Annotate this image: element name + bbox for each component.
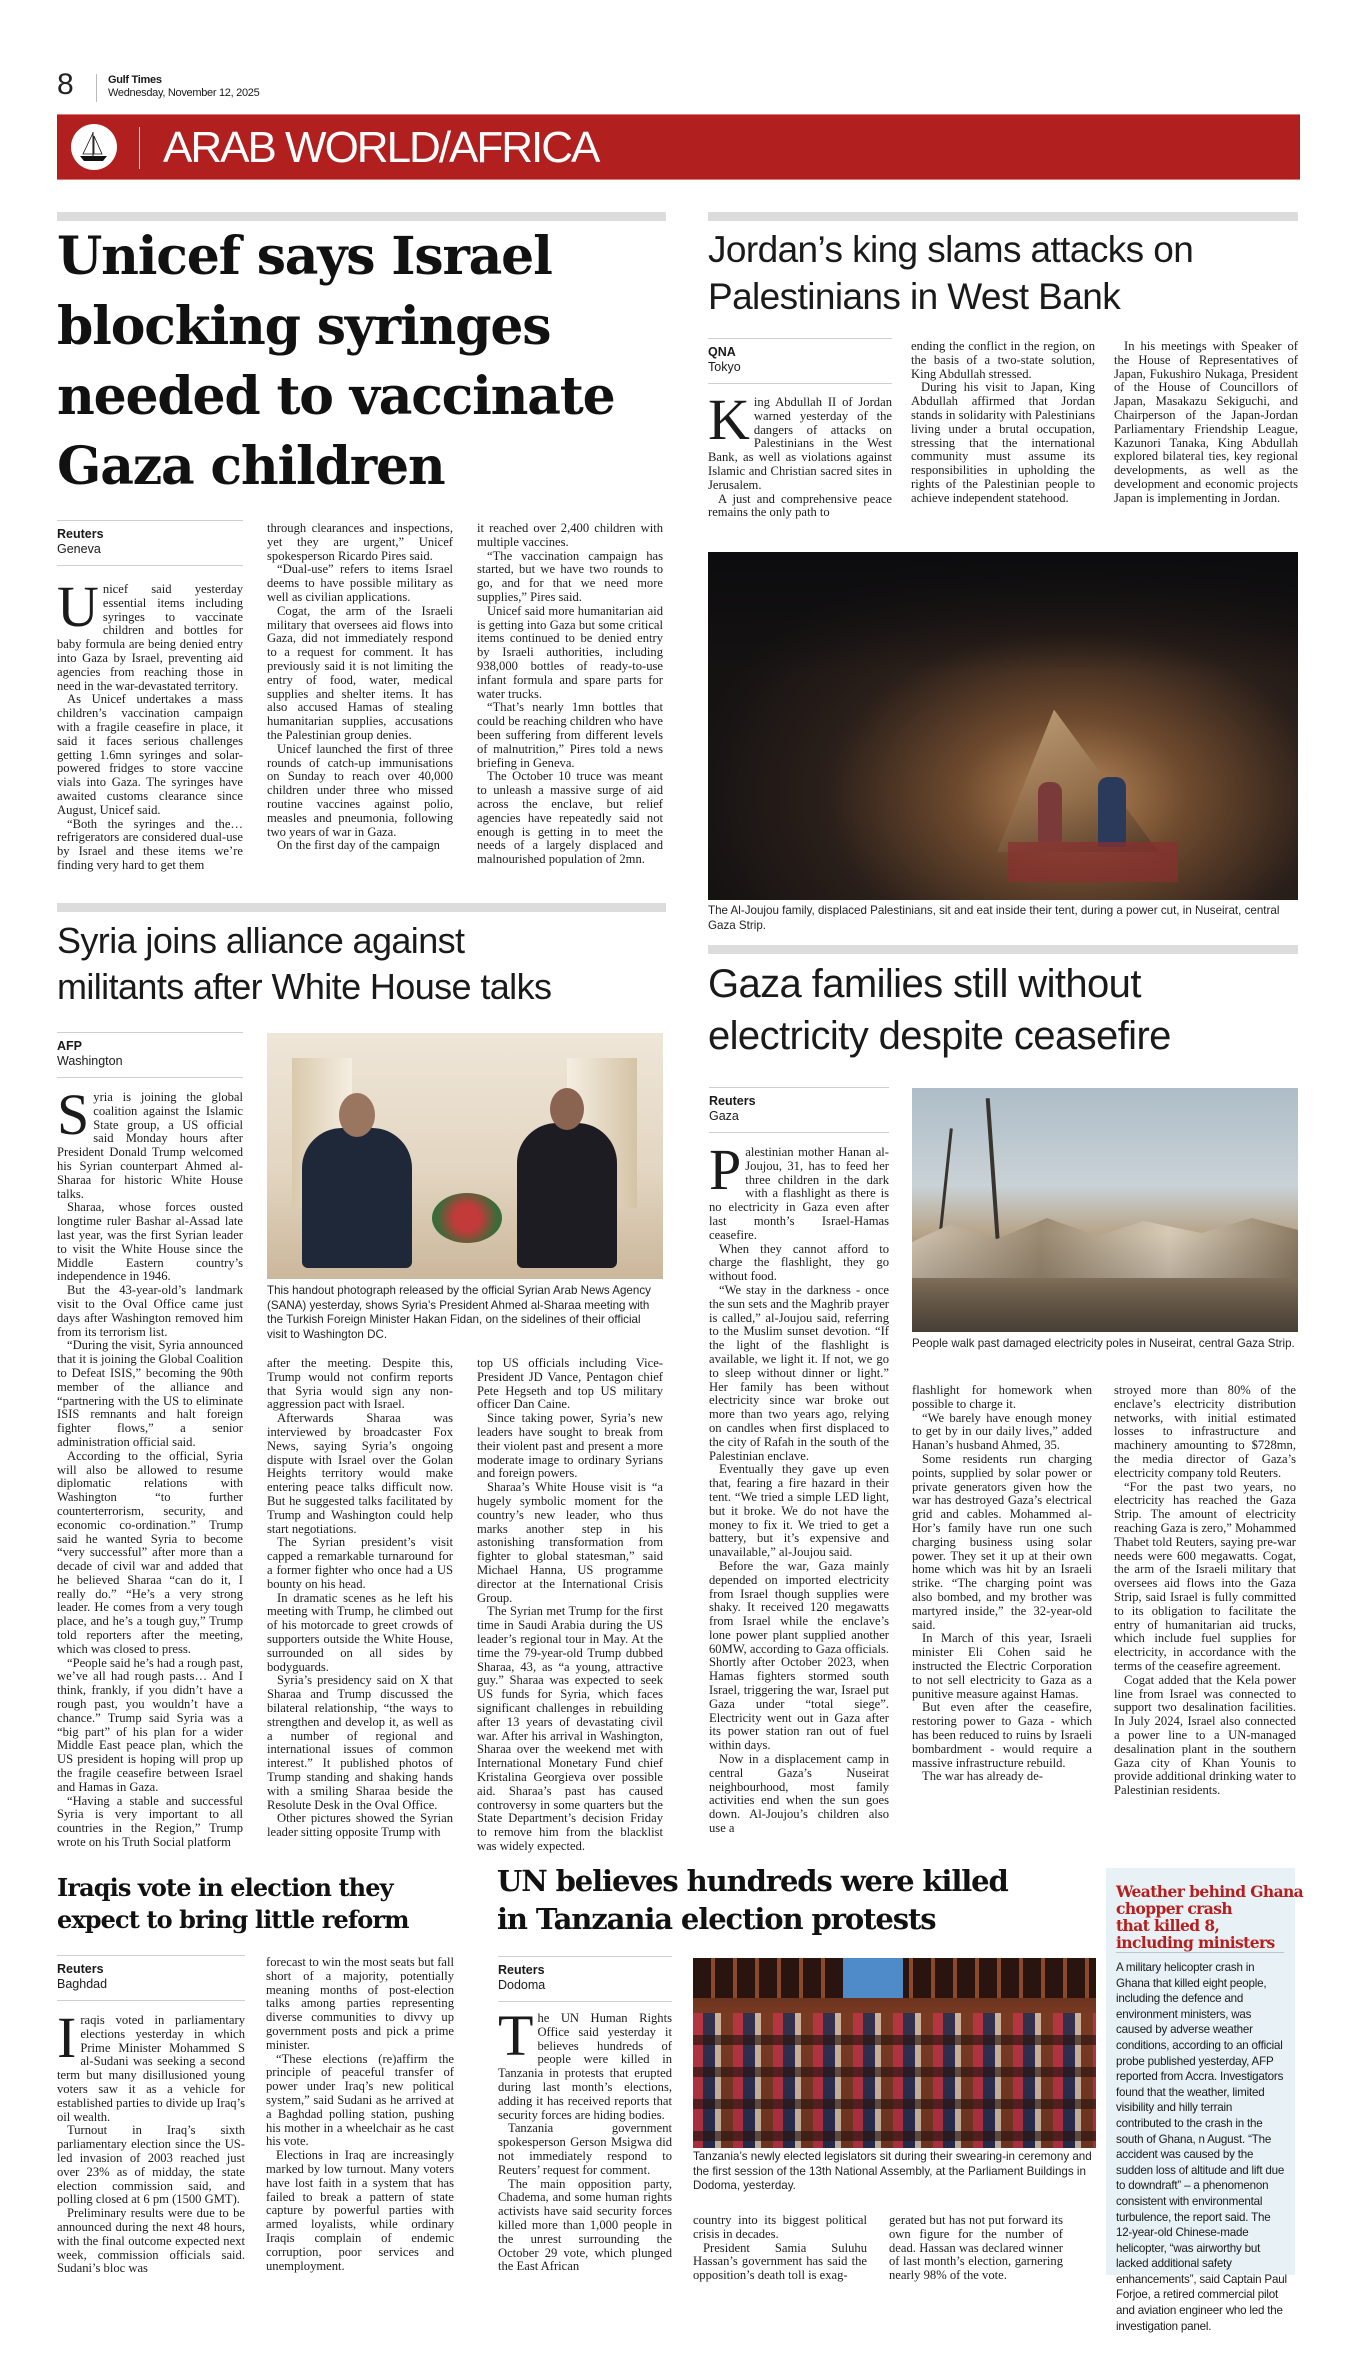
paragraph: Now in a displacement camp in central Gaza’s Nuseirat neighbourhood, most family activities end when the sun goes down. Al-Joujou’s children also use a bbox=[709, 1752, 889, 1836]
paragraph: gerated but has not put forward its own figure for the number of dead. Hassan was declared winner of last month’s election, garnering nearly 98% of the vote. bbox=[889, 2213, 1063, 2283]
byline bbox=[708, 338, 892, 384]
agency: Reuters bbox=[498, 1963, 545, 1977]
article-column bbox=[889, 2214, 1063, 2283]
article-column bbox=[709, 1137, 889, 1836]
paragraph: But even after the ceasefire, restoring power to Gaza - which has been reduced to ruins by Israeli bombardment - would require a massive infrastructure rebuild. bbox=[912, 1700, 1092, 1770]
paragraph: “For the past two years, no electricity has reached the Gaza Strip. The amount of electricity reaching Gaza is zero,” Mohammed Thabet told Reuters, saying pre-war needs were 600 megawatts. Cogat, the arm of the Israeli military that oversees aid flows into the Gaza Strip, said Israel is fully committed to its obligation to facilitate the entry of humanitarian aid trucks, which include fuel supplies for electricity, in accordance with the terms of the ceasefire agreement. bbox=[1114, 1479, 1296, 1673]
byline bbox=[57, 520, 243, 566]
paragraph: The UN Human Rights Office said yesterday it believes hundreds of people were killed in Tanzania in protests that erupted during last month’s elections, adding it has received reports that security forces are hiding bodies. bbox=[498, 2003, 672, 2122]
article-column bbox=[477, 1357, 663, 1854]
paragraph: Tanzania government spokesperson Gerson Msigwa did not immediately respond to Reuters’ request for comment. bbox=[498, 2121, 672, 2177]
sidebar-body: A military helicopter crash in Ghana that killed eight people, including the defence and environment ministers, was caused by adverse weather conditions, according to an official probe published yesterday, AFP reported from Accra. Investigators found that the weather, limited visibility and hilly terrain contributed to the crash in the south of Ghana, n August. “The accident was caused by the sudden loss of altitude and lift due to downdraft” – a phenomenon consistent with environmental turbulence, the report said. The 12-year-old Chinese-made helicopter, “was airworthy but lacked additional safety enhancements”, said Captain Paul Forjoe, a retired commercial pilot and aviation engineer who led the investigation panel. bbox=[1116, 1961, 1287, 2333]
tent-family-photo bbox=[708, 552, 1298, 900]
paragraph: The Syrian met Trump for the first time in Saudi Arabia during the US leader’s regional tour in May. At the time the 79-year-old Trump dubbed Sharaa, 43, as “a young, attractive guy.” Sharaa was expected to seek US funds for Syria, which faces significant challenges in rebuilding after 13 years of devastating civil war. After his arrival in Washington, Sharaa over the weekend met with International Monetary Fund chief Kristalina Georgieva over possible aid. Sharaa’s past has caused controversy in some quarters but the State Department’s decision Friday to remove him from the blacklist was widely expected. bbox=[477, 1604, 663, 1853]
paragraph: Some residents run charging points, supplied by solar power or private generators given how the war has destroyed Gaza’s electrical grid and cables. Mohammed al-Hor’s family have run one such charging business using solar power. They set it up at their own home which was hit by an Israeli strike. “The charging point was also bombed, and my brother was martyred inside,” the 32-year-old said. bbox=[912, 1451, 1092, 1632]
photo-caption: This handout photograph released by the official Syrian Arab News Agency (SANA) yesterday, shows Syria’s President Ahmed al-Sharaa meeting with the Turkish Foreign Minister Hakan Fidan, on the sidelines of their official visit to Washington DC. bbox=[267, 1284, 651, 1341]
paragraph: “People said he’s had a rough past, we’ve all had rough pasts… And I think, frankly, if you didn’t have a rough past, you wouldn’t have a chance.” Trump said Syria was a “big part” of his plan for a wider Middle East peace plan, which the US president is hoping will prop up the fragile ceasefire between Israel and Hamas in Gaza. bbox=[57, 1655, 243, 1794]
dateline: Baghdad bbox=[57, 1977, 108, 1991]
paragraph: “During the visit, Syria announced that it is joining the Global Coalition to Defeat ISIS,” becoming the 90th member of the alliance and “partnering with the US to eliminate ISIS remnants and halt foreign fighter flows,” a senior administration official said. bbox=[57, 1338, 243, 1449]
paragraph: In dramatic scenes as he left his meeting with Trump, he climbed out of his motorcade to greet crowds of supporters outside the White House, surrounded on all sides by bodyguards. bbox=[267, 1590, 453, 1674]
paragraph: During his visit to Japan, King Abdullah affirmed that Jordan stands in solidarity with Palestinians living under a brutal occupation, stressing that the international community must assume its responsibilities in upholding the rights of the Palestinian people to achieve independent statehood. bbox=[911, 380, 1095, 505]
paragraph: Unicef launched the first of three rounds of catch-up immunisations on Sunday to reach over 40,000 children under three who missed routine vaccines against polio, measles and pneumonia, following two years of war in Gaza. bbox=[267, 741, 453, 839]
paragraph: A just and comprehensive peace remains the only path to bbox=[708, 491, 892, 520]
article-column bbox=[477, 522, 663, 867]
article-column bbox=[267, 1357, 453, 1840]
article-top-rule bbox=[57, 903, 666, 912]
paragraph: it reached over 2,400 children with multiple vaccines. bbox=[477, 521, 663, 549]
paragraph: King Abdullah II of Jordan warned yesterday of the dangers of attacks on Palestinians in the West Bank, as well as violations against Islamic and Christian sacred sites in Jerusalem. bbox=[708, 387, 892, 492]
headline-line: Jordan’s king slams attacks on bbox=[708, 229, 1194, 270]
headline-line: Gaza families still without bbox=[708, 962, 1141, 1006]
paragraph: Syria is joining the global coalition against the Islamic State group, a US official said Monday hours after President Donald Trump welcomed his Syrian counterpart Ahmed al-Sharaa for historic White House talks. bbox=[57, 1082, 243, 1201]
paragraph: through clearances and inspections, yet they are urgent,” Unicef spokesperson Ricardo Pires said. bbox=[267, 521, 453, 563]
paragraph: The war has already de- bbox=[922, 1769, 1043, 1784]
sidebar-divider bbox=[1116, 1952, 1284, 1953]
paragraph: Afterwards Sharaa was interviewed by broadcaster Fox News, saying Syria’s ongoing dispute with Israel over the Golan Heights territory would make entering peace talks difficult now. But he suggested talks facilitated by Trump and Washington could help start negotiations. bbox=[267, 1411, 453, 1536]
photo-caption: The Al-Joujou family, displaced Palestinians, sit and eat inside their tent, during a power cut, in Nuseirat, central Gaza Strip. bbox=[708, 904, 1280, 932]
paragraph: In his meetings with Speaker of the House of Representatives of Japan, Fukushiro Nukaga, President of the House of Councillors of Japan, Masakazu Sekiguchi, and Chairperson of the Japan-Jordan Parliamentary Friendship League, Kazunori Tanaka, King Abdullah explored bilateral ties, key regional developments, as well as the development and economic projects Japan is implementing in Jordan. bbox=[1114, 339, 1298, 505]
paragraph: top US officials including Vice-President JD Vance, Pentagon chief Pete Hegseth and top US military officer Dan Caine. bbox=[477, 1356, 663, 1412]
headline-line: Syria joins alliance against bbox=[57, 920, 465, 961]
paragraph: Before the war, Gaza mainly depended on imported electricity from Israel though supplies were shaky. It received 120 megawatts from Israel while the enclave’s lone power plant supplied another 60MW, according to Gaza officials. Shortly after October 2023, when Hamas fighters stormed south Israel, triggering the war, Israel put Gaza under “total siege”. Electricity went out in Gaza after its power station ran out of fuel within days. bbox=[709, 1558, 889, 1753]
photo-caption: People walk past damaged electricity poles in Nuseirat, central Gaza Strip. bbox=[912, 1337, 1295, 1350]
article-column bbox=[708, 387, 892, 520]
headline-line: including ministers bbox=[1116, 1933, 1275, 1952]
agency: QNA bbox=[708, 345, 736, 359]
iraq-headline[interactable] bbox=[57, 1872, 409, 1936]
article-column bbox=[57, 574, 243, 873]
paragraph: Unicef said yesterday essential items including syringes to vaccinate children and bottles for baby formula are being denied entry into Gaza by Israel, preventing aid agencies from reaching those in need in the war-devastated territory. bbox=[57, 574, 243, 693]
paragraph: “Having a stable and successful Syria is very important to all countries in the Region,” Trump wrote on his Truth Social platform bbox=[57, 1793, 243, 1850]
paragraph: “We stay in the darkness - once the sun sets and the Maghrib prayer is called,” al-Joujou said, referring to the Muslim sunset devotion. “If the light of the flashlight is available, we light it. If not, we go to sleep without dinner or light.” Her family has been without electricity since war broke out more than two years ago, relying on candles when first displaced to the city of Rafah in the south of the Palestinian enclave. bbox=[709, 1282, 889, 1463]
article-column bbox=[1114, 1384, 1296, 1798]
masthead-divider bbox=[96, 74, 97, 102]
paragraph: Preliminary results were due to be announced during the next 48 hours, with the final outcome expected next week, commission officials said. Sudani’s bloc was bbox=[57, 2206, 245, 2276]
syria-headline[interactable] bbox=[57, 918, 551, 1010]
headline-line: UN believes hundreds were killed bbox=[497, 1864, 1008, 1898]
paragraph: ending the conflict in the region, on the basis of a two-state solution, King Abdullah stressed. bbox=[911, 339, 1095, 381]
headline-line: needed to vaccinate bbox=[57, 366, 615, 427]
paragraph: stroyed more than 80% of the enclave’s electricity distribution networks, with initial estimated losses to infrastructure and machinery amounting to $728mn, the media director of Gaza’s electricity company told Reuters. bbox=[1114, 1383, 1296, 1480]
paragraph: As Unicef undertakes a mass children’s vaccination campaign with a fragile ceasefire in place, it said it faces serious challenges getting 1.6mn syringes and solar-powered fridges to store vaccine vials into Gaza. The syringes have awaited customs clearance since August, Unicef said. bbox=[57, 692, 243, 817]
paragraph: President Samia Suluhu Hassan’s government has said the opposition’s death toll is exag- bbox=[693, 2240, 867, 2283]
paragraph: Iraqis voted in parliamentary elections yesterday in which Prime Minister Mohammed S al-Sudani was seeking a second term but many disillusioned young voters saw it as a vehicle for established parties to divide up Iraq’s oil wealth. bbox=[57, 2005, 245, 2124]
article-top-rule bbox=[708, 212, 1298, 221]
headline-line: Weather behind Ghana bbox=[1116, 1882, 1304, 1901]
paragraph: When they cannot afford to charge the flashlight, they go without food. bbox=[709, 1241, 889, 1284]
article-column bbox=[57, 2005, 245, 2276]
paragraph: Unicef said more humanitarian aid is getting into Gaza but some critical items continued to be denied entry by Israeli authorities, including 938,000 bottles of ready-to-use infant formula and spare parts for water trucks. bbox=[477, 603, 663, 701]
paragraph: Sharaa’s White House visit is “a hugely symbolic moment for the country’s new leader, who thus marks another step in his astonishing transformation from fighter to global statesman,” said Michael Hanna, US programme director at the International Crisis Group. bbox=[477, 1480, 663, 1605]
paragraph: Sharaa, whose forces ousted longtime ruler Bashar al-Assad late last year, was the first Syrian leader to visit the White House since the Middle Eastern country’s independence in 1946. bbox=[57, 1200, 243, 1284]
byline bbox=[709, 1087, 889, 1133]
paragraph: “These elections (re)affirm the principle of peaceful transfer of power under Iraq’s new political system,” said Sudani as he arrived at a Baghdad polling station, pushing his mother in a wheelchair as he cast his vote. bbox=[266, 2051, 454, 2149]
paragraph: According to the official, Syria will also be allowed to resume diplomatic relations with Washington “to further counterterrorism, security, and economic co-ordination.” Trump said he wanted Syria to become “very successful” after more than a decade of civil war and added that he believed Sharaa “can do it, I really do.” “He’s a very strong leader. He comes from a very tough place, and he’s a tough guy,” Trump told reporters after the meeting, which was closed to press. bbox=[57, 1448, 243, 1656]
article-column bbox=[266, 1956, 454, 2273]
headline-line: Iraqis vote in election they bbox=[57, 1873, 393, 1902]
damaged-electricity-poles-photo bbox=[912, 1088, 1298, 1332]
article-column bbox=[267, 522, 453, 853]
paper-name: Gulf Times bbox=[108, 74, 162, 86]
section-banner bbox=[57, 114, 1300, 180]
paragraph: Turnout in Iraq’s sixth parliamentary election since the US-led invasion of 2003 reached just over 23% as of midday, the state election commission said, and polling closed at 6 pm (1500 GMT). bbox=[57, 2123, 245, 2207]
paragraph: Palestinian mother Hanan al-Joujou, 31, has to feed her three children in the dark with a flashlight as there is no electricity in Gaza even after last month’s Israel-Hamas ceasefire. bbox=[709, 1137, 889, 1242]
headline-line: that killed 8, bbox=[1116, 1916, 1220, 1935]
headline-line: Palestinians in West Bank bbox=[708, 276, 1121, 317]
dateline: Geneva bbox=[57, 542, 101, 556]
jordan-headline[interactable] bbox=[708, 226, 1193, 320]
sharaa-fidan-meeting-photo bbox=[267, 1033, 663, 1279]
headline-line: in Tanzania election protests bbox=[497, 1902, 936, 1936]
paragraph: Cogat, the arm of the Israeli military that oversees aid flows into Gaza, did not immediately respond to a request for comment. It has previously said it is not limiting the entry of food, water, medical supplies and shelter items. It has also accused Hamas of stealing humanitarian supplies, accusations the Palestinian group denies. bbox=[267, 603, 453, 742]
banner-divider bbox=[139, 127, 140, 169]
tanzania-headline[interactable] bbox=[497, 1862, 1008, 1938]
dateline: Washington bbox=[57, 1054, 123, 1068]
paragraph: after the meeting. Despite this, Trump would not confirm reports that Syria would sign any non-aggression pact with Israel. bbox=[267, 1356, 453, 1412]
paragraph: Since taking power, Syria’s new leaders have sought to break from their violent past and present a more moderate image to ordinary Syrians and foreign powers. bbox=[477, 1411, 663, 1481]
paragraph: The Syrian president’s visit capped a remarkable turnaround for a former fighter who once had a US bounty on his head. bbox=[267, 1535, 453, 1591]
byline bbox=[57, 1955, 245, 2001]
agency: Reuters bbox=[709, 1094, 756, 1108]
paragraph: forecast to win the most seats but fall short of a majority, potentially meaning months of post-election talks among parties representing diverse communities to divvy up government posts and pick a prime minister. bbox=[266, 1955, 454, 2052]
headline-line: electricity despite ceasefire bbox=[708, 1014, 1171, 1058]
paragraph: Elections in Iraq are increasingly marked by low turnout. Many voters have lost faith in a system that has failed to break a pattern of state capture by powerful parties with armed loyalists, while ordinary Iraqis complain of endemic corruption, poor services and unemployment. bbox=[266, 2148, 454, 2273]
paragraph: “That’s nearly 1mn bottles that could be reaching children who have been suffering from different levels of malnutrition,” Pires told a news briefing in Geneva. bbox=[477, 700, 663, 770]
paragraph: Other pictures showed the Syrian leader sitting opposite Trump with bbox=[267, 1811, 453, 1840]
paragraph: flashlight for homework when possible to charge it. bbox=[912, 1383, 1092, 1411]
article-column bbox=[911, 340, 1095, 506]
article-top-rule bbox=[708, 945, 1298, 954]
dateline: Tokyo bbox=[708, 360, 741, 374]
photo-caption: Tanzania’s newly elected legislators sit during their swearing-in ceremony and the first session of the 13th National Assembly, at the Parliament Buildings in Dodoma, yesterday. bbox=[693, 2150, 1092, 2192]
tanzania-parliament-photo bbox=[693, 1958, 1096, 2148]
headline-line: Gaza children bbox=[57, 436, 445, 497]
ghana-sidebar bbox=[1106, 1868, 1304, 2333]
paragraph: The October 10 truce was meant to unleash a massive surge of aid across the enclave, but relief agencies have repeatedly said not enough is getting in to meet the needs of a largely displaced and malnourished population of 2mn. bbox=[477, 769, 663, 867]
agency: Reuters bbox=[57, 1962, 104, 1976]
paragraph: “Both the syringes and the… refrigerators are considered dual-use by Israel and these items we’re finding very hard to get them bbox=[57, 816, 243, 872]
paragraph: “The vaccination campaign has started, but we have two rounds to go, and for that we need more supplies,” Pires said. bbox=[477, 548, 663, 604]
headline-line: Unicef says Israel bbox=[57, 226, 552, 287]
article-column bbox=[1114, 340, 1298, 506]
page-number: 8 bbox=[57, 68, 74, 101]
headline-line: militants after White House talks bbox=[57, 966, 552, 1007]
paragraph: Syria’s presidency said on X that Sharaa and Trump discussed the bilateral relationship, “the ways to strengthen and develop it, as well as a number of regional and international issues of common interest.” It published photos of Trump standing and shaking hands with a smiling Sharaa beside the Resolute Desk in the Oval Office. bbox=[267, 1673, 453, 1812]
article-column bbox=[498, 2003, 672, 2274]
paragraph: Eventually they gave up even that, fearing a fire hazard in their tent. “We tried a simple LED light, but it broke. We do not have the money to fix it. We tried to get a battery, but it’s expensive and unavailable,” al-Joujou said. bbox=[709, 1462, 889, 1560]
byline bbox=[57, 1032, 243, 1078]
sidebar-headline[interactable] bbox=[1116, 1882, 1304, 1952]
agency: Reuters bbox=[57, 527, 104, 541]
dateline: Gaza bbox=[709, 1109, 739, 1123]
headline-line: expect to bring little reform bbox=[57, 1905, 409, 1934]
headline-line: blocking syringes bbox=[57, 296, 551, 357]
byline bbox=[498, 1956, 672, 2002]
article-column bbox=[693, 2214, 867, 2283]
paragraph: The main opposition party, Chadema, and some human rights activists have said security forces killed more than 1,000 people in the unrest surrounding the October 29 vote, which plunged the East African bbox=[498, 2176, 672, 2274]
paragraph: “We barely have enough money to get by in our daily lives,” added Hanan’s husband Ahmed, 35. bbox=[912, 1410, 1092, 1453]
paragraph: Cogat added that the Kela power line from Israel was connected to support two desalination facilities. In July 2024, Israel also connected a power line to a UN-managed desalination plant in the southern Gaza city of Khan Younis to provide additional drinking water to Palestinian residents. bbox=[1114, 1672, 1296, 1798]
unicef-headline[interactable] bbox=[57, 222, 614, 502]
paragraph: “Dual-use” refers to items Israel deems to have possible military as well as civilian applications. bbox=[267, 562, 453, 604]
paragraph: country into its biggest political crisis in decades. bbox=[693, 2213, 867, 2241]
article-column bbox=[57, 1082, 243, 1850]
article-top-rule bbox=[57, 212, 666, 221]
agency: AFP bbox=[57, 1039, 82, 1053]
paragraph: But the 43-year-old’s landmark visit to the Oval Office came just days after Washington removed him from its terrorism list. bbox=[57, 1283, 243, 1339]
paragraph: On the first day of the campaign bbox=[277, 838, 440, 853]
section-title: ARAB WORLD/AFRICA bbox=[163, 123, 599, 172]
article-column bbox=[912, 1384, 1092, 1784]
dhow-ship-icon bbox=[71, 124, 117, 170]
dateline: Dodoma bbox=[498, 1978, 546, 1992]
issue-date: Wednesday, November 12, 2025 bbox=[108, 87, 260, 99]
paragraph: In March of this year, Israeli minister Eli Cohen said he instructed the Electric Corporation to not sell electricity to Gaza as a punitive measure against Hamas. bbox=[912, 1631, 1092, 1701]
gaza-headline[interactable] bbox=[708, 958, 1171, 1062]
headline-line: chopper crash bbox=[1116, 1899, 1232, 1918]
